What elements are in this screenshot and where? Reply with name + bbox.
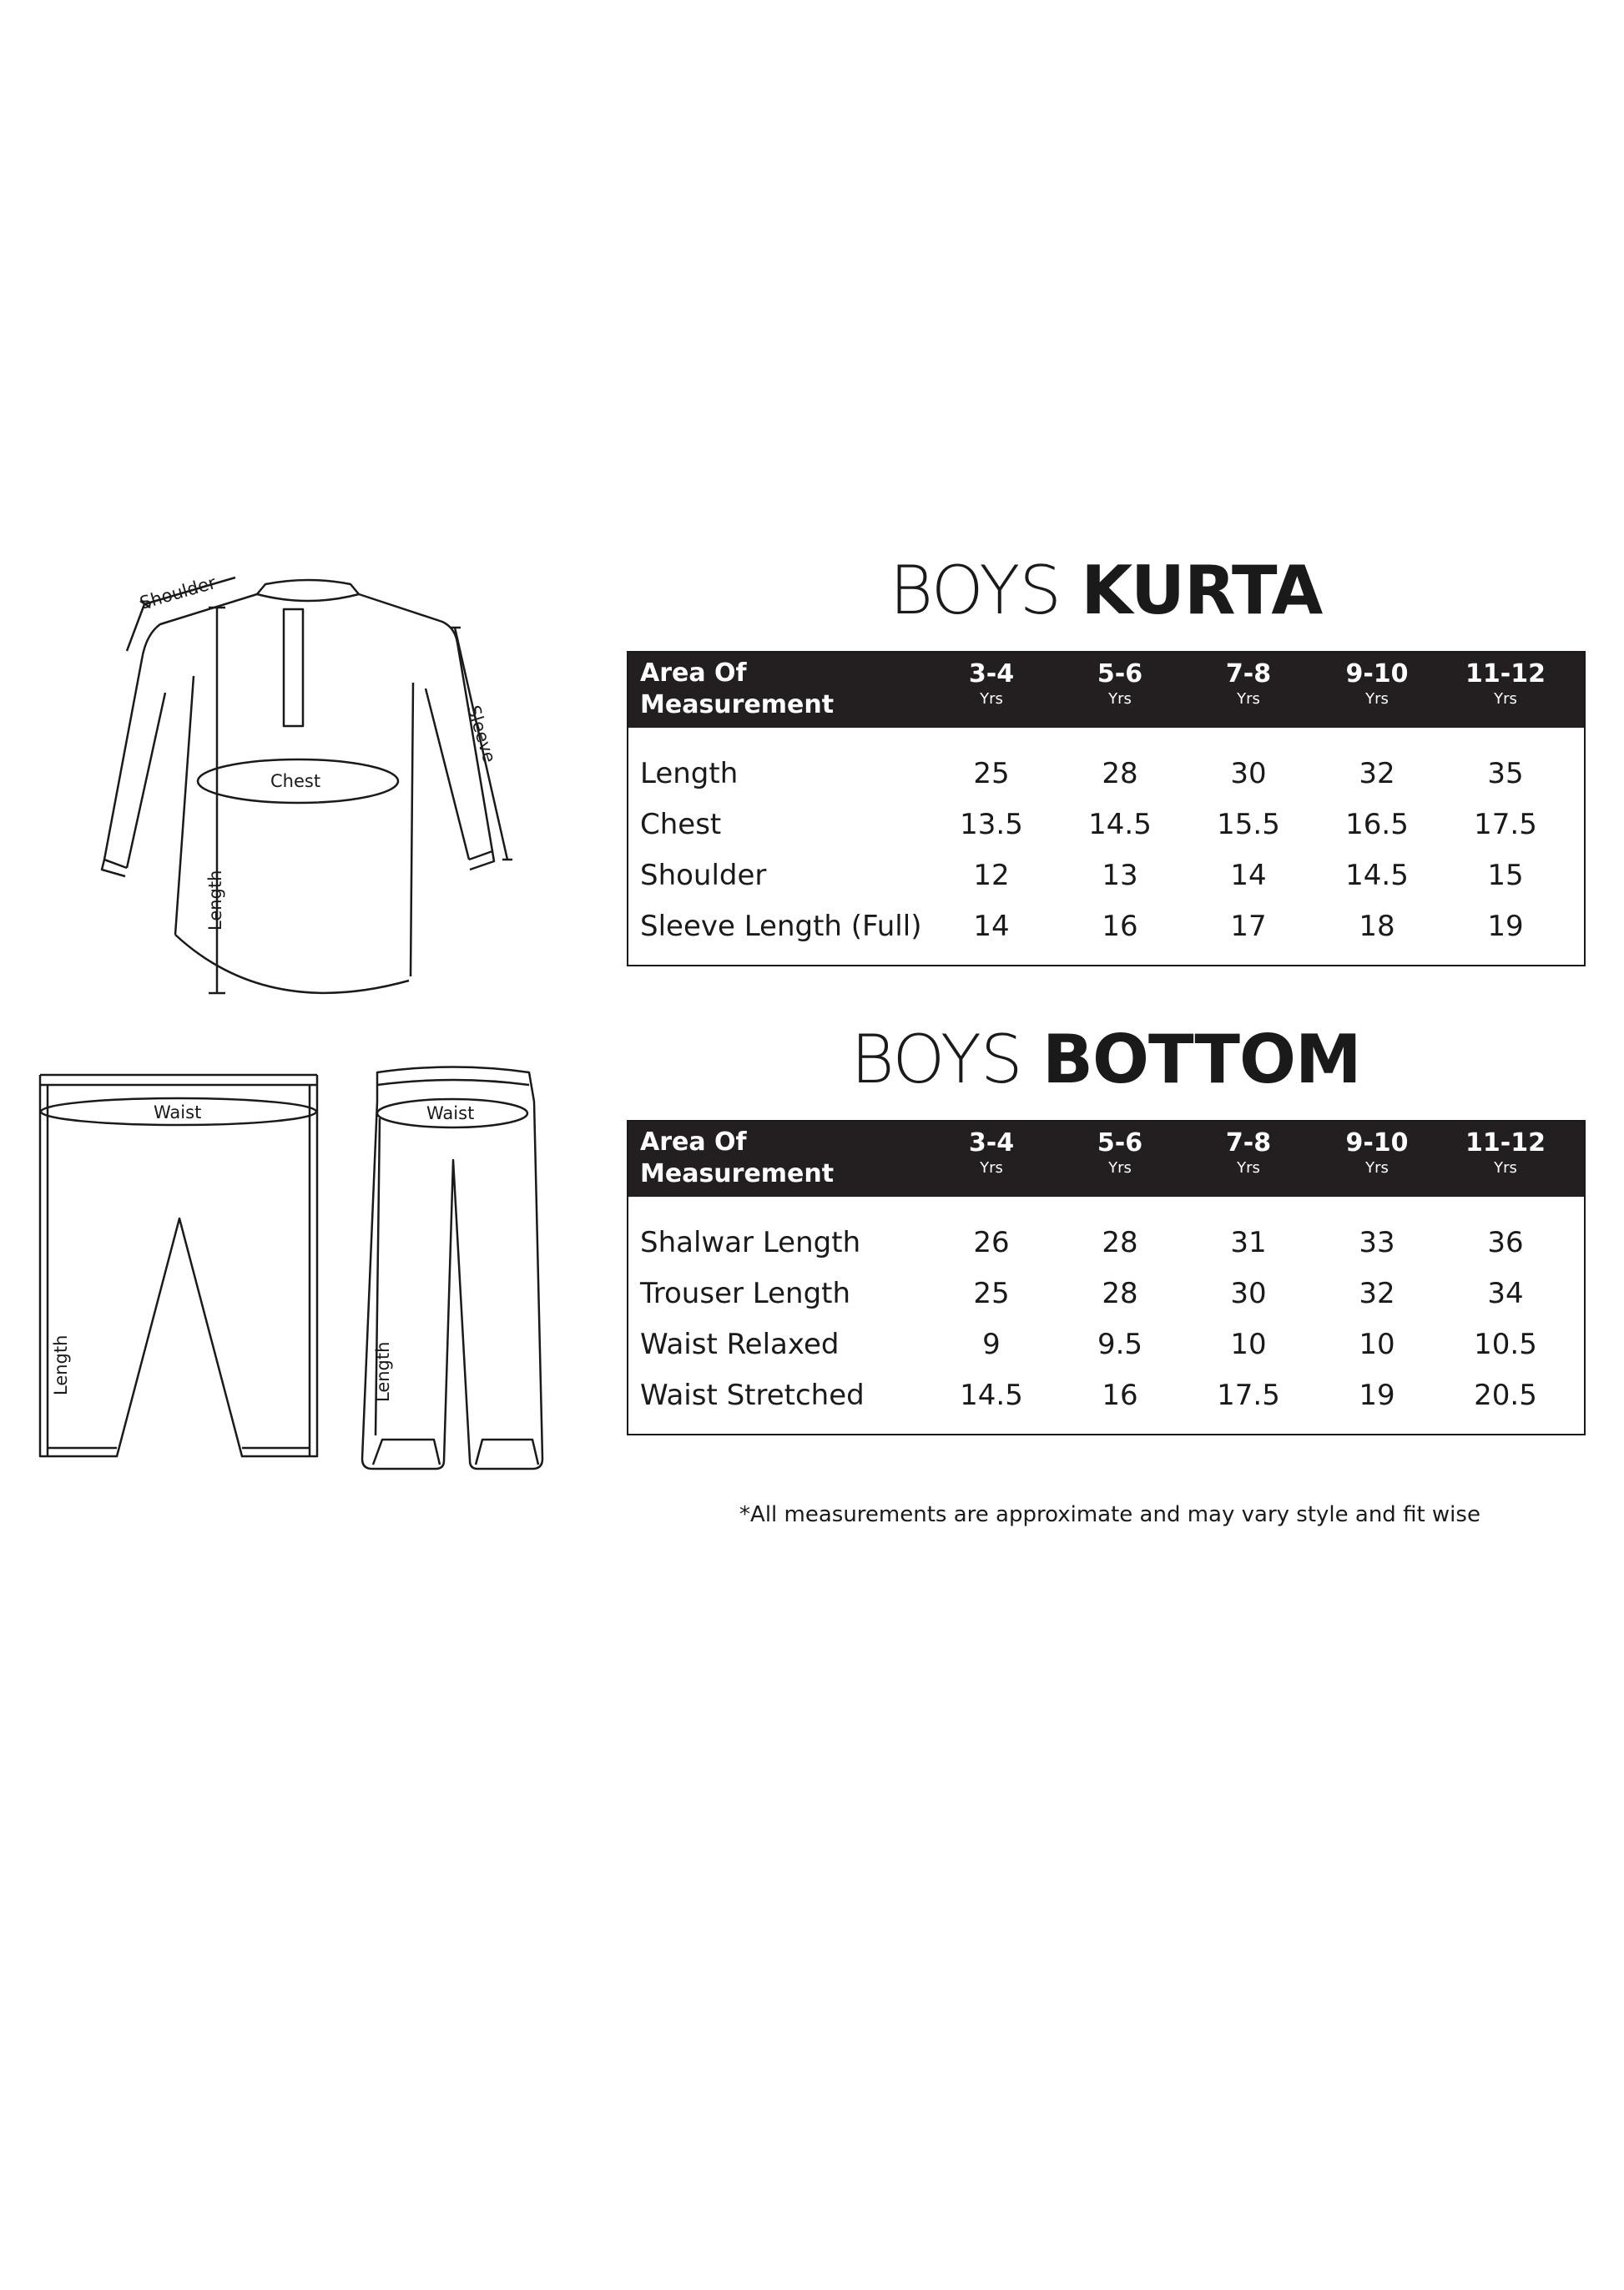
table-row <box>628 1319 1584 1369</box>
row-label: Waist Stretched <box>640 1378 865 1412</box>
bottom-title-bold: BOTTOM <box>1042 1021 1361 1098</box>
size-unit: Yrs <box>1494 690 1517 708</box>
table-row <box>628 799 1584 850</box>
table-row <box>628 748 1584 799</box>
table-cell: 10 <box>1359 1327 1395 1361</box>
trouser-waist-label: Waist <box>426 1103 475 1123</box>
table-cell: 14 <box>973 909 1010 943</box>
bottom-table-body <box>628 1197 1584 1420</box>
area-header-line2: Measurement <box>640 690 835 719</box>
bottom-size-column <box>1313 1122 1441 1197</box>
table-cell: 14.5 <box>960 1378 1023 1412</box>
row-label: Trouser Length <box>640 1276 851 1310</box>
table-cell: 17.5 <box>1474 807 1537 841</box>
kurta-title-bold: KURTA <box>1081 552 1323 629</box>
size-unit: Yrs <box>1365 1159 1389 1177</box>
size-unit: Yrs <box>980 690 1003 708</box>
size-unit: Yrs <box>1108 1159 1132 1177</box>
kurta-size-column <box>1313 653 1441 728</box>
table-cell: 34 <box>1487 1276 1524 1310</box>
table-cell: 33 <box>1359 1225 1395 1259</box>
table-cell: 14.5 <box>1345 858 1409 892</box>
bottom-table-header <box>628 1122 1584 1197</box>
size-label: 9-10 <box>1345 659 1409 689</box>
area-header-line1: Area Of <box>640 1127 747 1157</box>
size-label: 7-8 <box>1225 659 1272 689</box>
row-label: Waist Relaxed <box>640 1327 840 1361</box>
row-label: Shalwar Length <box>640 1225 861 1259</box>
shalwar-length-label: Length <box>51 1334 71 1395</box>
size-label: 11-12 <box>1465 1128 1546 1158</box>
shalwar-diagram-labels <box>51 1102 201 1395</box>
size-label: 3-4 <box>968 659 1015 689</box>
size-label: 3-4 <box>968 1128 1015 1158</box>
table-cell: 36 <box>1487 1225 1524 1259</box>
shalwar-waist-label: Waist <box>154 1102 202 1122</box>
trouser-illustration <box>362 1067 542 1470</box>
table-cell: 31 <box>1230 1225 1267 1259</box>
table-cell: 9 <box>982 1327 1001 1361</box>
table-cell: 25 <box>973 756 1010 790</box>
table-cell: 18 <box>1359 909 1395 943</box>
table-cell: 32 <box>1359 756 1395 790</box>
table-cell: 26 <box>973 1225 1010 1259</box>
table-cell: 32 <box>1359 1276 1395 1310</box>
table-row <box>628 1268 1584 1319</box>
table-cell: 13 <box>1102 858 1138 892</box>
size-unit: Yrs <box>1237 1159 1260 1177</box>
kurta-chart-title <box>630 552 1581 629</box>
bottom-size-column <box>1184 1122 1313 1197</box>
table-cell: 17.5 <box>1217 1378 1280 1412</box>
size-label: 9-10 <box>1345 1128 1409 1158</box>
table-cell: 16.5 <box>1345 807 1409 841</box>
table-cell: 15.5 <box>1217 807 1280 841</box>
table-cell: 30 <box>1230 1276 1267 1310</box>
size-unit: Yrs <box>1494 1159 1517 1177</box>
bottom-area-header <box>628 1122 927 1197</box>
row-label: Shoulder <box>640 858 767 892</box>
shalwar-illustration <box>40 1075 317 1456</box>
measurement-footnote: *All measurements are approximate and may vary style and fit wise <box>739 1502 1480 1527</box>
bottom-size-column <box>1056 1122 1184 1197</box>
table-cell: 14.5 <box>1088 807 1152 841</box>
kurta-size-column <box>927 653 1056 728</box>
table-row <box>628 900 1584 951</box>
table-cell: 15 <box>1487 858 1524 892</box>
kurta-table-header <box>628 653 1584 728</box>
chest-label: Chest <box>270 771 321 791</box>
kurta-table-body <box>628 728 1584 951</box>
bottom-chart-title <box>630 1021 1581 1098</box>
table-cell: 30 <box>1230 756 1267 790</box>
size-label: 5-6 <box>1097 1128 1143 1158</box>
row-label: Chest <box>640 807 722 841</box>
bottom-size-column <box>927 1122 1056 1197</box>
table-cell: 35 <box>1487 756 1524 790</box>
table-row <box>628 1369 1584 1420</box>
kurta-length-label: Length <box>205 870 225 931</box>
size-label: 5-6 <box>1097 659 1143 689</box>
table-cell: 9.5 <box>1097 1327 1143 1361</box>
sleeve-label: Sleeve <box>463 703 500 765</box>
area-header-line1: Area Of <box>640 658 747 688</box>
kurta-title-light: BOYS <box>889 552 1061 629</box>
size-label: 7-8 <box>1225 1128 1272 1158</box>
size-unit: Yrs <box>1237 690 1260 708</box>
table-cell: 28 <box>1102 1276 1138 1310</box>
table-cell: 14 <box>1230 858 1267 892</box>
table-cell: 20.5 <box>1474 1378 1537 1412</box>
kurta-size-column <box>1441 653 1570 728</box>
area-header-line2: Measurement <box>640 1159 835 1188</box>
table-cell: 10 <box>1230 1327 1267 1361</box>
row-label: Sleeve Length (Full) <box>640 909 922 943</box>
shoulder-label: Shoulder <box>137 572 219 613</box>
bottom-size-column <box>1441 1122 1570 1197</box>
row-label: Length <box>640 756 739 790</box>
table-cell: 25 <box>973 1276 1010 1310</box>
kurta-size-column <box>1184 653 1313 728</box>
table-row <box>628 1217 1584 1268</box>
size-label: 11-12 <box>1465 659 1546 689</box>
table-cell: 10.5 <box>1474 1327 1537 1361</box>
bottom-title-light: BOYS <box>850 1021 1022 1098</box>
table-cell: 13.5 <box>960 807 1023 841</box>
kurta-diagram-labels <box>138 572 500 931</box>
table-cell: 19 <box>1359 1378 1395 1412</box>
table-cell: 19 <box>1487 909 1524 943</box>
size-unit: Yrs <box>980 1159 1003 1177</box>
trouser-length-label: Length <box>373 1341 393 1402</box>
kurta-size-table <box>627 651 1586 966</box>
table-cell: 16 <box>1102 1378 1138 1412</box>
table-cell: 28 <box>1102 1225 1138 1259</box>
size-unit: Yrs <box>1108 690 1132 708</box>
table-cell: 17 <box>1230 909 1267 943</box>
kurta-area-header <box>628 653 927 728</box>
bottom-size-table <box>627 1120 1586 1435</box>
table-cell: 12 <box>973 858 1010 892</box>
table-cell: 28 <box>1102 756 1138 790</box>
size-unit: Yrs <box>1365 690 1389 708</box>
kurta-size-column <box>1056 653 1184 728</box>
table-cell: 16 <box>1102 909 1138 943</box>
table-row <box>628 850 1584 900</box>
